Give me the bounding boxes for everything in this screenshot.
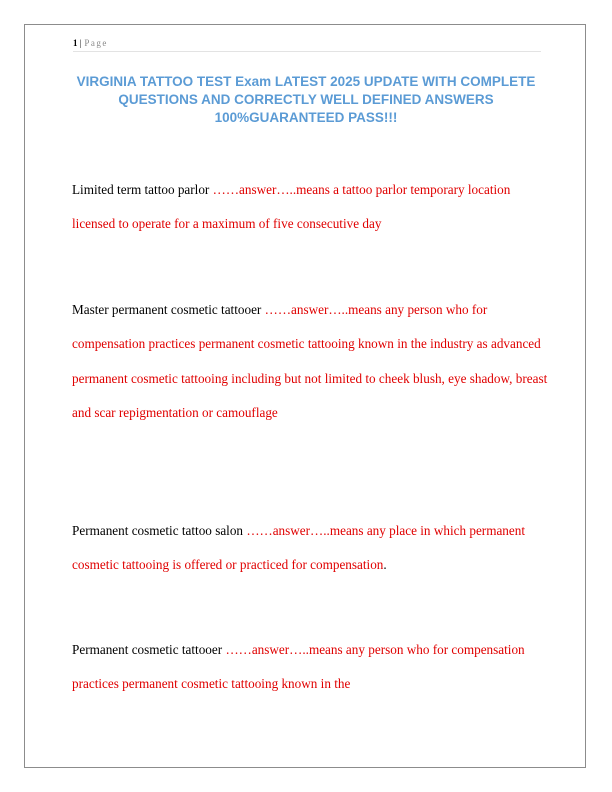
definition-trailing-period: . [383, 557, 387, 573]
title-line-1: VIRGINIA TATTOO TEST Exam LATEST 2025 UPDATE WITH COMPLETE [76, 74, 536, 89]
definition-entry [72, 633, 552, 702]
document-page [24, 24, 586, 768]
definition-term: Permanent cosmetic tattoo salon [72, 523, 247, 538]
definition-term: Limited term tattoo parlor [72, 182, 213, 197]
definition-term: Master permanent cosmetic tattooer [72, 302, 265, 317]
page-number: 1 [73, 38, 78, 48]
definition-entry [72, 514, 552, 583]
header-separator: | [79, 38, 82, 48]
definition-entry [72, 293, 552, 430]
title-line-2: QUESTIONS AND CORRECTLY WELL DEFINED ANSWERS [118, 92, 494, 107]
definition-answer: ……answer…..means any place in which permanent cosmetic tattooing is offered or practiced for compensation [72, 523, 526, 573]
definition-answer: ……answer…..means any person who for compensation practices permanent cosmetic tattooing known in the industry as advanced permanent cosmetic tattooing including but not limited to cheek blush, eye shadow, breast and scar repigmentation or camouflage [72, 302, 548, 420]
page-label: Page [84, 38, 108, 48]
definition-term: Permanent cosmetic tattooer [72, 642, 226, 657]
definition-entry [72, 173, 552, 242]
definition-answer: ……answer…..means a tattoo parlor temporary location licensed to operate for a maximum of five consecutive day [72, 182, 511, 232]
document-title [65, 73, 547, 127]
title-line-3: 100%GUARANTEED PASS!!! [214, 110, 398, 125]
page-header [73, 37, 541, 52]
definition-answer: ……answer…..means any person who for compensation practices permanent cosmetic tattooing known in the [72, 642, 525, 692]
